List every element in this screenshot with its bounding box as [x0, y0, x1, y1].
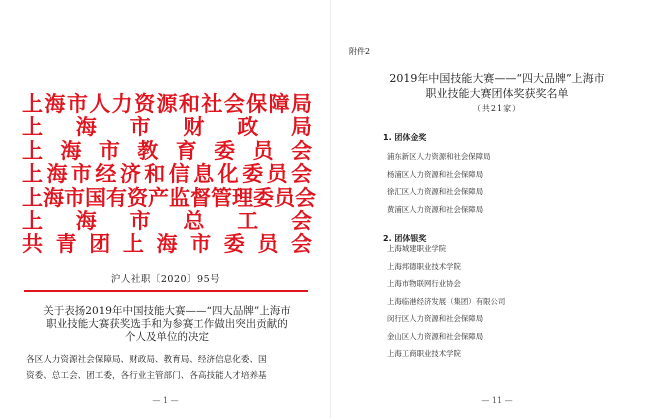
document-body-line: 各区人力资源社会保障局、财政局、教育局、经济信息化委、国 — [26, 355, 267, 365]
red-divider-rule — [24, 290, 308, 292]
gold-award-heading: 1. 团体金奖 — [383, 133, 427, 142]
document-number: 沪人社职〔2020〕95号 — [110, 274, 221, 285]
agency-line: 共青团上海市委员会 — [22, 231, 312, 257]
list-item: 上海城建职业学院 — [387, 244, 447, 253]
document-body-line: 资委、总工会、团工委，各行业主管部门、各高技能人才培养基 — [26, 371, 267, 381]
list-item: 黄浦区人力资源和社会保障局 — [387, 204, 484, 214]
list-item: 上海市物联网行业协会 — [387, 279, 461, 288]
document-page-left — [0, 0, 331, 418]
award-list-title — [331, 71, 663, 101]
silver-award-heading: 2. 团体银奖 — [383, 234, 427, 243]
document-title-line: 个人及单位的决定 — [125, 331, 209, 343]
list-item: 徐汇区人力资源和社会保障局 — [387, 187, 484, 196]
document-title-line: 职业技能大赛获奖选手和为参赛工作做出突出贡献的 — [46, 318, 288, 330]
list-item: 上海工商职业技术学院 — [387, 349, 461, 358]
gold-award-list — [387, 148, 490, 218]
document-page-right — [331, 0, 663, 418]
agency-header — [22, 91, 316, 257]
annex-label: 附件2 — [349, 47, 371, 56]
award-list-title-line: 职业技能大赛团体奖获奖名单 — [425, 87, 569, 100]
agency-line: 上 海 市 总 工 会 — [22, 207, 312, 233]
list-item: 杨浦区人力资源和社会保障局 — [387, 169, 484, 179]
agency-line: 上 海 市 财 政 局 — [22, 114, 312, 140]
agency-line: 上海市经济和信息化委员会 — [22, 161, 312, 187]
list-item: 闵行区人力资源和社会保障局 — [387, 314, 484, 323]
list-item: 上海邦德职业技术学院 — [387, 261, 461, 271]
list-item: 上海临港经济发展（集团）有限公司 — [387, 296, 506, 306]
list-item: 金山区人力资源和社会保障局 — [387, 331, 484, 341]
document-title — [26, 305, 308, 344]
award-list-title-line: 2019年中国技能大赛——“四大品牌”上海市 — [389, 72, 605, 85]
agency-line: 上 海 市 教 育 委 员 会 — [22, 137, 312, 163]
document-body — [26, 352, 308, 384]
page-number-left: — 1 — — [152, 396, 179, 405]
document-title-line: 关于表扬2019年中国技能大赛——“四大品牌”上海市 — [43, 305, 291, 317]
award-count-note: （共21家） — [472, 104, 522, 113]
agency-line: 上海市国有资产监督管理委员会 — [22, 184, 316, 210]
list-item: 浦东新区人力资源和社会保障局 — [387, 152, 491, 161]
page-number-right: — 11 — — [481, 396, 513, 405]
agency-line: 上海市人力资源和社会保障局 — [22, 91, 312, 116]
silver-award-list — [387, 240, 505, 363]
